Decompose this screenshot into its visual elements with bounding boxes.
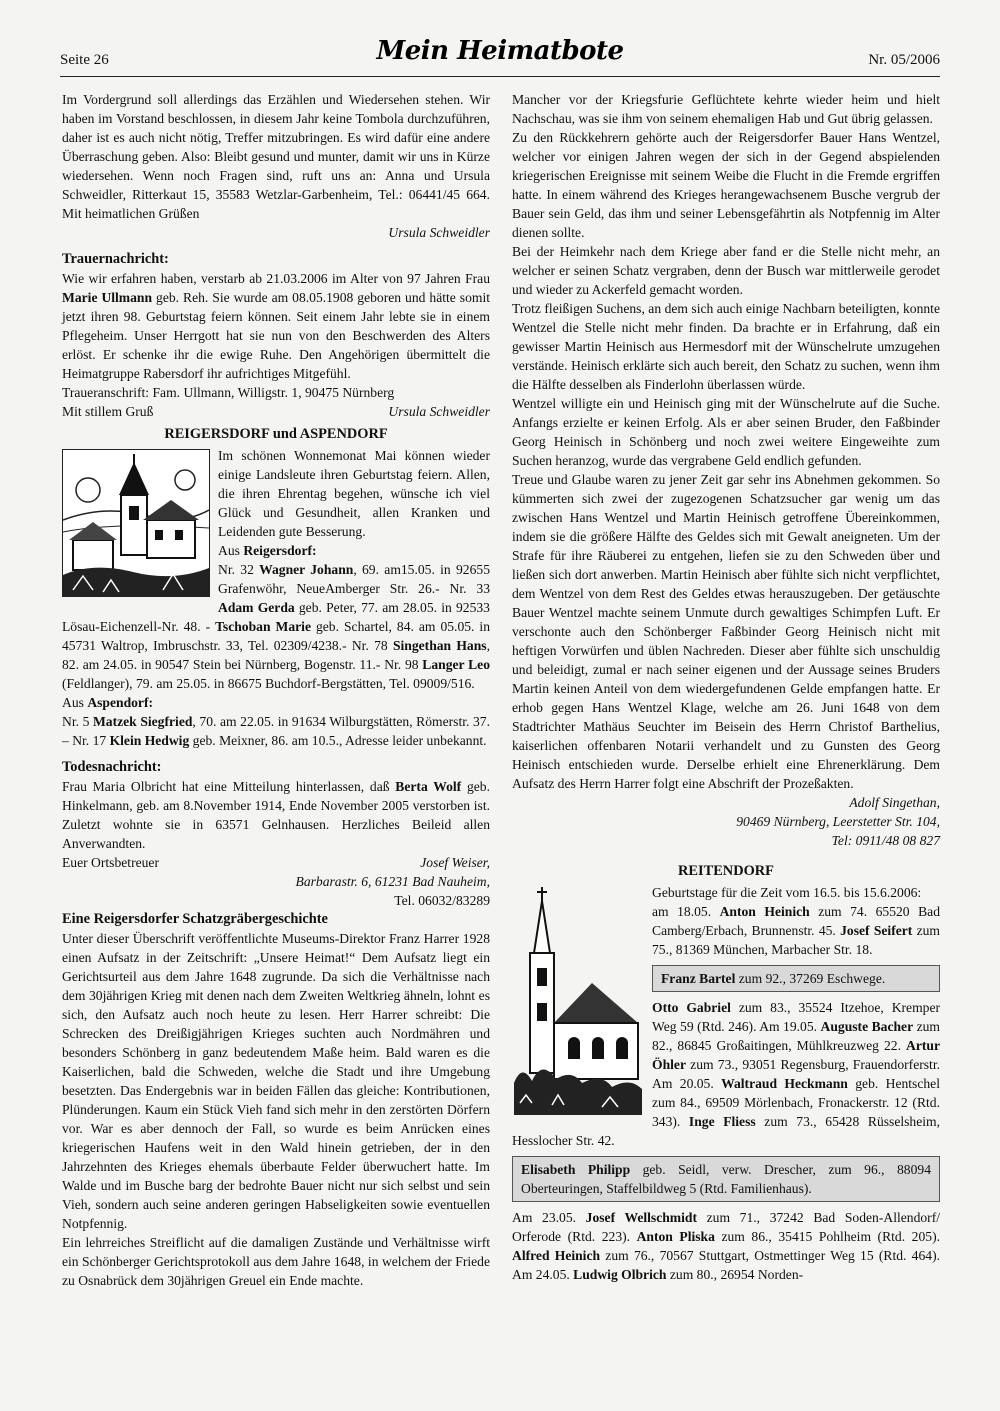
story-paragraph-6: Treue und Glaube waren zu jener Zeit gar sehr ins Abnehmen gekommen. So kümmerten sich zwei der zugezogenen Schatzsucher gar wenig um das zwischen Hans Wentzel und Martin Heinisch getroffene Übereinkommen, indem sie die größere Hälfte des Geldes sich mit Gewalt aneigneten. Um der Strafe für ihre Räuberei zu entgehen, liefen sie zu den Schweden über und ließen sich dort anwerben. Martin Heinisch aber fühlte sich nicht verpflichtet, dem Wentzel von dem Rest des Geldes etwas herauszugeben. Der getäuschte Bauer Wentzel machte seinem Unmute durch gewaltiges Schimpfen Luft. Er verschonte auch den Schönberger Faßbinder Georg Heinisch nicht mit heftigen Vorwürfen und üblen Nachreden. Dieser aber fühlte sich unschuldig und beleidigt, zumal er nach seiner eigenen und der Aussage seines Bruders Martin keinen Anteil von dem wiedergefundenen Gelde empfangen hatte. Er erhob gegen Hans Wentzel Klage, welche am 26. Juni 1648 von dem Stadtrichter Mathäus Seuchter im Beisein des Herrn Christof Barthelius, kaiserlichen offenbaren Notarii verhandelt und zu Gunsten des Georg Heinisch entschieden wurde. Derselbe erhielt eine Ehrenerklärung. Dem Aufsatz des Herrn Harrer folgt eine Abschrift der Prozeßakten. [512,472,940,791]
schatz-heading: Eine Reigersdorfer Schatzgräbergeschichte [62,911,328,927]
trauer-text: Wie wir erfahren haben, verstarb ab 21.03.2006 im Alter von 97 Jahren Frau Marie Ullmann geb. Reh. Sie wurde am 08.05.1908 geboren und hätte somit jetzt ihren 98. Geburtstag feiern können. Seit einem Jahr lebte sie in einem Pflegeheim. Unser Herrgott hat sie nun von den Beschwerden des Alters erlöst. Er schenke ihr die ewige Ruhe. Den Angehörigen übermittelt die Heimatgruppe Rabersdorf ihr aufrichtiges Mitgefühl. [62,271,491,381]
intro-signature: Ursula Schweidler [388,225,490,240]
intro-paragraph: Im Vordergrund soll allerdings das Erzählen und Wiedersehen stehen. Wir haben im Vorstand beschlossen, in diesem Jahr keine Tombola durchzuführen, daher ist es auch nicht nötig, Treffer mitzubringen. Es wird dafür eine andere Überraschung geben. Also: Bleibt gesund und munter, damit wir uns in Kürze wiedersehen. Wenn noch Fragen sind, ruft uns an: Anna und Ursula Schweidler, Ritterkaut 15, 35583 Wetzlar-Garbenheim, Tel.: 06441/45 664. Mit heimatlichen Grüßen [62,92,490,221]
todes-heading: Todesnachricht: [62,759,162,775]
story-paragraph-2: Zu den Rückkehrern gehörte auch der Reigersdorfer Bauer Hans Wentzel, welcher vor einigen Jahren wegen der sich in der Gegend abspielenden kriegerischen Ereignisse mit seinem Weibe die Flucht in die Fremde ergriffen hatte. In einem während des Krieges herangewachsenem Busche vergrub der Bauer sein Geld, das ihm und seiner Lebensgefährtin als Notpfennig im Alter dienen sollte. [512,130,940,240]
masthead-logo: Mein Heimatbote [376,36,624,66]
aspendorf-label: Aus Aspendorf: [62,695,154,710]
issue-number: Nr. 05/2006 [868,52,940,68]
story-signature-address: 90469 Nürnberg, Leerstetter Str. 104, [736,814,940,829]
todes-text: Frau Maria Olbricht hat eine Mitteilung hinterlassen, daß Berta Wolf geb. Hinkelmann, geb. am 8.November 1914, Ende November 2005 verstorben ist. Zuletzt wohnte sie in 63571 Gelnhausen. Herzliches Beileid allen Anverwandten. [62,779,490,851]
reitendorf-heading: REITENDORF [678,863,774,879]
reitendorf-birthdays-1: am 18.05. Anton Heinich zum 74. 65520 Bad Camberg/Erbach, Brunnenstr. 45. Josef Seifert zum 75., 81369 München, Marbacher Str. 18. [652,904,941,957]
reigersdorf-heading: REIGERSDORF und ASPENDORF [164,426,388,442]
page-header [60,36,940,77]
church-illustration [512,883,644,1115]
trauer-closing: Mit stillem Gruß Ursula Schweidler [62,404,490,419]
place-reigersdorf: Reigersdorf: [243,543,317,558]
trauer-signature: Ursula Schweidler [388,404,490,419]
story-paragraph-4: Trotz fleißigen Suchens, an dem sich auch einige Nachbarn beteiligten, konnte Wentzel die Stelle nicht mehr finden. Da brachte er in Erfahrung, daß ein gewisser Martin Heinisch aus Hermesdorf mit der Wünschelrute umzugehen verstände. Heinisch erklärte sich auch bereit, den Schatz zu suchen, wenn ihm die Hälfte desselben als Finderlohn überlassen würde. [512,301,940,392]
trauer-heading: Trauernachricht: [62,251,169,267]
page-number: Seite 26 [60,52,109,68]
highlight-box-2: Elisabeth Philipp geb. Seidl, verw. Drescher, zum 96., 88094 Oberteuringen, Staffelbildweg 5 (Rtd. Familienhaus). [512,1156,940,1202]
todes-sig-phone: Tel. 06032/83289 [394,893,490,908]
trauer-address: Traueranschrift: Fam. Ullmann, Willigstr. 1, 90475 Nürnberg [62,385,395,400]
village-church-illustration [62,449,210,597]
right-column [512,90,940,1284]
story-paragraph-5: Wentzel willigte ein und Heinisch ging mit der Wünschelrute auf die Suche. Anfangs erzielte er keinen Erfolg. Als er aber seinen Bruder, den Faßbinder Georg Heinisch in Schönberg und noch zwei weitere Eingeweihte zum Suchen heranzog, wurde das vergrabene Geld endlich gefunden. [512,396,940,468]
schatz-paragraph-1: Unter dieser Überschrift veröffentlichte Museums-Direktor Franz Harrer 1928 einen Aufsatz in der Zeitschrift: „Unsere Heimat!“ Dem Aufsatz liegt ein Gerichtsurteil aus dem Jahre 1648 zugrunde. Da sich die Verhältnisse nach dem 30jährigen Krieg mit denen nach dem Zweiten Weltkrieg ähneln, lohnt es sich, den Aufsatz auch noch heute zu lesen. Herr Harrer schreibt: Die Schrecken des Dreißigjährigen Krieges suchten auch Nordmähren und besonders Schönberg in ganz bedeutendem Maße heim. Bald waren es die Kaiserlichen, bald die Schweden, welche die Stadt und ihre Umgebung besetzten. Das Endergebnis war in beiden Fällen das gleiche: Kontributionen, Plünderungen. Kaum ein Stück Vieh fand sich mehr in den zerstörten Dörfern vor. War es aber dennoch der Fall, so wurde es beim Anrücken eines kriegerischen Haufens weit in den Wald hinein getrieben, der in den Jahrzehnten des Krieges ehemals überbaute Felder überwuchert hatte. Im Walde und im Busche barg der bedrohte Bauer nicht nur sich selbst und sein Vieh, sondern auch seine anderen geringen Habseligkeiten sowie eventuellen Notpfennig. [62,931,490,1231]
story-signature-name: Adolf Singethan, [849,795,940,810]
todes-closing: Euer Ortsbetreuer Josef Weiser, [62,855,490,870]
story-paragraph-3: Bei der Heimkehr nach dem Kriege aber fand er die Stelle nicht mehr, an welcher er seinen Schatz vergraben, denn der Busch war mittlerweile gerodet und wieder zu Ackerfeld gemacht worden. [512,244,940,297]
reitendorf-birthdays-2: Otto Gabriel zum 83., 35524 Itzehoe, Kremper Weg 59 (Rtd. 246). Am 19.05. Auguste Bacher zum 82., 86845 Großaitingen, Mühlkreuzweg 22. Artur Öhler zum 73., 93051 Regensburg, Frauendorferstr. Am 20.05. Waltraud Heckmann geb. Hentschel zum 84., 69509 Mörlenbach, Fronackerstr. 12 (Rtd. 343). Inge Fliess zum 73., 65428 Rüsselsheim, Hesslocher Str. 42. [512,1000,941,1148]
highlight-box-1: Franz Bartel zum 92., 37269 Eschwege. [652,965,940,992]
left-column [62,90,490,1290]
reitendorf-block [512,883,940,1284]
person-name: Marie Ullmann [62,290,153,305]
story-signature-phone: Tel: 0911/48 08 827 [831,833,940,848]
aspendorf-list: Nr. 5 Matzek Siegfried, 70. am 22.05. in 91634 Wilburgstätten, Römerstr. 37. – Nr. 17 Klein Hedwig geb. Meixner, 86. am 10.5., Adresse leider unbekannt. [62,714,490,748]
reitendorf-birthdays-3: Am 23.05. Josef Wellschmidt zum 71., 37242 Bad Soden-Allendorf/ Orferode (Rtd. 223). Anton Pliska zum 86., 35415 Pohlheim (Rtd. 205). Alfred Heinich zum 76., 70567 Stuttgart, Ostmettinger Weg 15 (Rtd. 464). Am 24.05. Ludwig Olbrich zum 80., 26954 Norden- [512,1210,940,1282]
schatz-paragraph-2: Ein lehrreiches Streiflicht auf die damaligen Zustände und Verhältnisse wirft ein Schönberger Gerichtsprotokoll aus dem Jahre 1648, in welchem der Friede zu Osnabrück dem 30jährigen Greuel ein Ende machte. [62,1235,490,1288]
reigersdorf-intro-line: Im schönen Wonnemonat Mai können wieder einige Landsleute ihren Geburtstag feiern. Allen, die ihren Ehrentag begehen, wünsche ich viel Glück und Gesundheit, allen Kranken und Leidenden gute Besserung. Aus Reigersdorf: Nr. 32 Wagner Johann, 69. am15.05. in 92655 Grafenwöhr, NeueAmberger Str. 26.- Nr. 33 Adam Gerda geb. Peter, 77. am 28.05. in 92533 Lösau-Eichenzell-Nr. 48. - Tschoban Marie geb. Schartel, 84. am 05.05. in 45731 Waltrop, Imbruschstr. 33, Tel. 02309/4238.- Nr. 78 Singethan Hans, 82. am 24.05. in 90547 Stein bei Nürnberg, Bogenstr. 11.- Nr. 98 Langer Leo (Feldlanger), 79. am 25.05. in 86675 Buchdorf-Bergstätten, Tel. 09009/516. [62,448,491,691]
todes-sig-address: Barbarastr. 6, 61231 Bad Nauheim, [295,874,490,889]
story-paragraph-1: Mancher vor der Kriegsfurie Geflüchtete kehrte wieder heim und hielt Nachschau, was sie ihm von seinem ehemaligen Hab und Gut übrig gelassen. [512,92,940,126]
reitendorf-intro: Geburtstage für die Zeit vom 16.5. bis 15.6.2006: [652,885,922,900]
